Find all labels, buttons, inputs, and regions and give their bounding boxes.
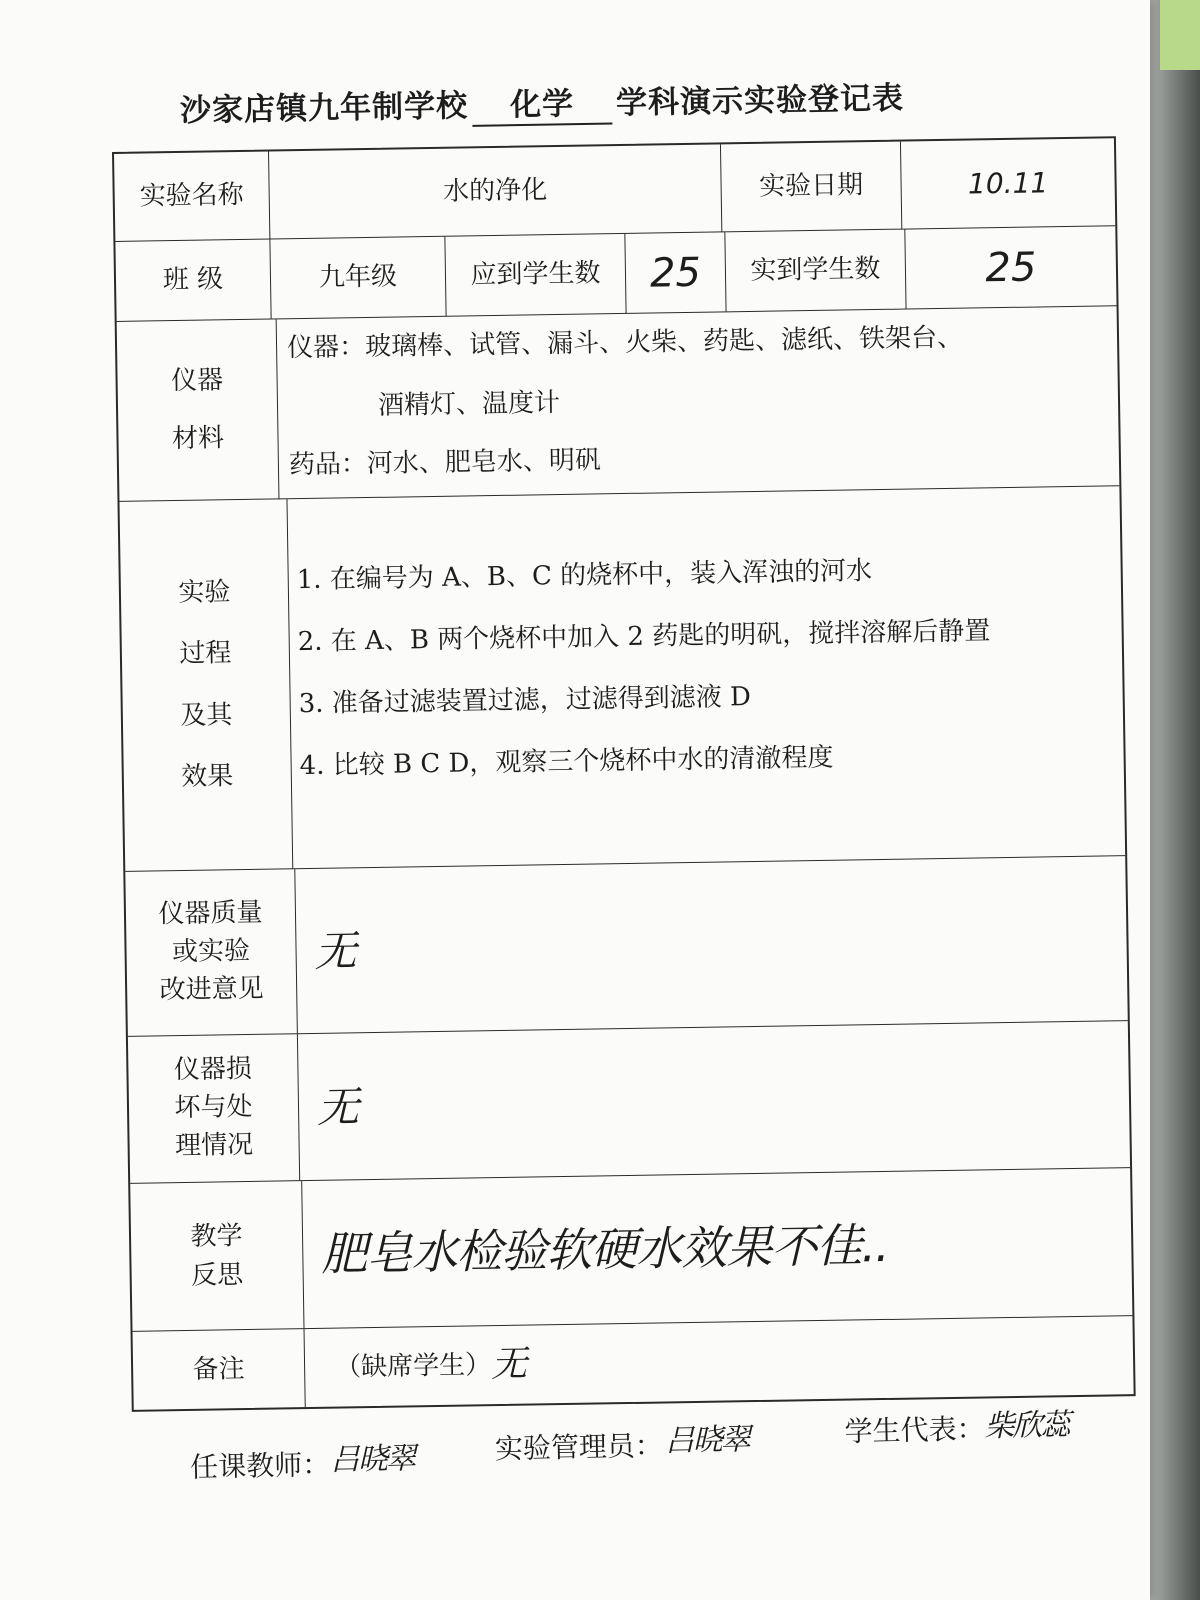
quality-label-line: 仪器质量 xyxy=(158,898,263,930)
admin-label: 实验管理员： xyxy=(494,1428,664,1466)
materials-label-line: 仪器 xyxy=(170,365,224,397)
process-content xyxy=(287,486,1125,869)
damage-label-line: 坏与处 xyxy=(174,1092,253,1124)
quality-label-line: 或实验 xyxy=(171,936,251,968)
photo-background-object xyxy=(1160,0,1200,70)
process-label-line: 效果 xyxy=(181,760,234,792)
student-signature: 柴欣蕊 xyxy=(984,1407,1069,1445)
remarks-label: 备注 xyxy=(133,1329,306,1410)
damage-label xyxy=(128,1034,300,1184)
instruments-line: 仪器：玻璃棒、试管、漏斗、火柴、药匙、滤纸、铁架台、 xyxy=(286,322,964,364)
materials-label-line: 材料 xyxy=(171,422,225,454)
reflection-label-line: 教学 xyxy=(190,1220,243,1252)
process-label xyxy=(119,499,293,872)
damage-value: 无 xyxy=(298,1021,1130,1181)
process-step: 3. 准备过滤装置过滤，过滤得到滤液 D xyxy=(298,682,752,720)
date-value: 10.11 xyxy=(901,138,1115,229)
admin-signature: 吕晓翠 xyxy=(664,1422,750,1459)
damage-label-line: 理情况 xyxy=(174,1129,254,1161)
instruments-line: 酒精灯、温度计 xyxy=(377,387,561,421)
quality-label-line: 改进意见 xyxy=(159,973,264,1006)
reagents-line: 药品：河水、肥皂水、明矾 xyxy=(288,445,602,481)
teacher-signature: 吕晓翠 xyxy=(329,1441,415,1478)
title-suffix: 学科演示实验登记表 xyxy=(615,80,905,122)
class-value: 九年级 xyxy=(270,237,446,320)
remarks-content xyxy=(305,1316,1134,1407)
quality-label xyxy=(125,869,298,1037)
process-label-line: 过程 xyxy=(179,638,232,670)
reflection-label-line: 反思 xyxy=(190,1259,244,1291)
process-label-line: 及其 xyxy=(180,699,233,731)
materials-content xyxy=(277,306,1120,499)
process-label-line: 实验 xyxy=(178,577,231,609)
actual-students-value: 25 xyxy=(905,226,1116,309)
damage-label-line: 仪器损 xyxy=(173,1054,253,1086)
reflection-label xyxy=(130,1181,304,1332)
date-label: 实验日期 xyxy=(721,142,902,233)
registration-form xyxy=(112,136,1136,1412)
materials-label xyxy=(117,319,280,501)
experiment-name-label: 实验名称 xyxy=(114,152,270,242)
class-label: 班 级 xyxy=(115,240,271,322)
quality-value: 无 xyxy=(295,856,1127,1034)
title-prefix: 沙家店镇九年制学校 xyxy=(179,87,469,129)
remarks-value: 无 xyxy=(490,1343,528,1386)
process-step: 1. 在编号为 A、B、C 的烧杯中，装入浑浊的河水 xyxy=(296,556,873,596)
process-step: 4. 比较 B C D，观察三个烧杯中水的清澈程度 xyxy=(299,742,834,782)
process-step: 2. 在 A、B 两个烧杯中加入 2 药匙的明矾，搅拌溶解后静置 xyxy=(297,616,991,658)
title-subject: 化学 xyxy=(472,77,613,126)
remarks-prefix: （缺席学生） xyxy=(334,1349,492,1383)
expected-students-label: 应到学生数 xyxy=(445,234,626,317)
signature-line xyxy=(179,1398,1141,1508)
student-label: 学生代表： xyxy=(844,1412,985,1449)
reflection-value: 肥皂水检验软硬水效果不佳.. xyxy=(302,1168,1132,1329)
expected-students-value: 25 xyxy=(625,232,726,314)
page-title xyxy=(180,71,981,132)
actual-students-label: 实到学生数 xyxy=(725,230,906,313)
teacher-label: 任课教师： xyxy=(189,1447,331,1484)
experiment-name-value: 水的净化 xyxy=(269,144,722,239)
